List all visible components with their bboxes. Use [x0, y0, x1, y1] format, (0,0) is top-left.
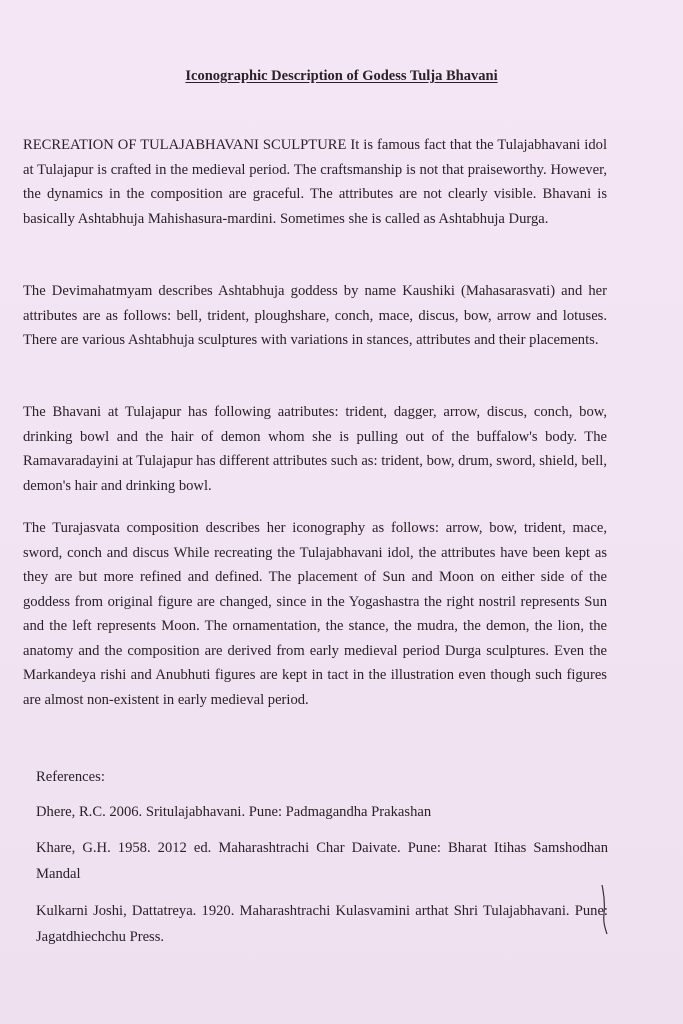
reference-item: Kulkarni Joshi, Dattatreya. 1920. Maharashtrachi Kulasvamini arthat Shri Tulajabhavani. Pune: Jagatdhiechchu Press.: [36, 903, 608, 945]
pen-mark-icon: [596, 884, 612, 936]
paragraph-recreation: RECREATION OF TULAJABHAVANI SCULPTURE It is famous fact that the Tulajabhavani idol at Tulajapur is crafted in the medieval period. The craftsmanship is not that praiseworthy. However, the dynamics in the composition are graceful. The attributes are not clearly visible. Bhavani is basically Ashtabhuja Mahishasura-mardini. Sometimes she is called as Ashtabhuja Durga.: [23, 137, 607, 227]
paragraph-turajasvata: The Turajasvata composition describes her iconography as follows: arrow, bow, trident, mace, sword, conch and discus While recreating the Tulajabhavani idol, the attributes have been kept as they are but more refined and defined. The placement of Sun and Moon on either side of the goddess from original figure are changed, since in the Yogashastra the right nostril represents Sun and the left represents Moon. The ornamentation, the stance, the mudra, the demon, the lion, the anatomy and the composition are derived from early medieval period Durga sculptures. Even the Markandeya rishi and Anubhuti figures are kept in tact in the illustration even though such figures are almost non-existent in early medieval period.: [23, 520, 607, 708]
paragraph-bhavani-attributes: The Bhavani at Tulajapur has following aatributes: trident, dagger, arrow, discus, conch, bow, drinking bowl and the hair of demon whom she is pulling out of the buffalow's body. The Ramavaradayini at Tulajapur has different attributes such as: trident, bow, drum, sword, shield, bell, demon's hair and drinking bowl.: [23, 404, 607, 494]
references-heading: References:: [36, 769, 105, 785]
document-title: Iconographic Description of Godess Tulja Bhavani: [185, 68, 498, 84]
reference-item: Dhere, R.C. 2006. Sritulajabhavani. Pune: Padmagandha Prakashan: [36, 804, 432, 820]
reference-item: Khare, G.H. 1958. 2012 ed. Maharashtrachi Char Daivate. Pune: Bharat Itihas Samshodhan Mandal: [36, 840, 608, 882]
paragraph-devimahatmyam: The Devimahatmyam describes Ashtabhuja goddess by name Kaushiki (Mahasarasvati) and her attributes are as follows: bell, trident, ploughshare, conch, mace, discus, bow, arrow and lotuses. There are various Ashtabhuja sculptures with variations in stances, attributes and their placements.: [23, 283, 607, 348]
